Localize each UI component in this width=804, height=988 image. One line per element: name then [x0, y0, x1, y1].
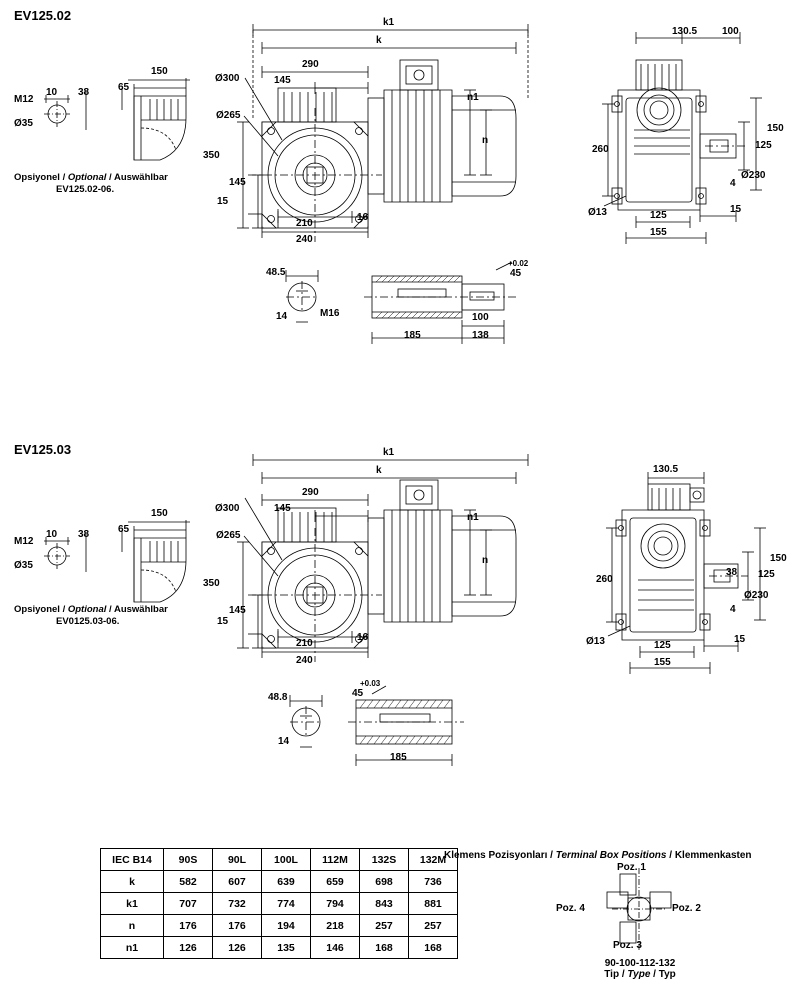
- optional-note-1: [14, 172, 168, 196]
- table-header-row: [101, 849, 458, 871]
- label-38s-2: 38: [726, 567, 738, 578]
- label-k-2: k: [376, 465, 382, 476]
- table-cell: 639: [262, 871, 311, 893]
- label-d13-1: Ø13: [588, 207, 607, 218]
- label-14-2: 14: [278, 736, 290, 747]
- label-d300-2: Ø300: [215, 503, 240, 514]
- label-38-1: 38: [78, 87, 90, 98]
- label-260-2: 260: [596, 574, 613, 585]
- table-row-label: n: [101, 915, 164, 937]
- terminal-caption-types: 90-100-112-132: [604, 958, 676, 969]
- label-350-2: 350: [203, 578, 220, 589]
- label-100sh-1: 100: [472, 312, 489, 323]
- table-cell: 843: [360, 893, 409, 915]
- label-145b-2: 145: [229, 605, 246, 616]
- table-cell: 881: [409, 893, 458, 915]
- label-240-1: 240: [296, 234, 313, 245]
- label-125b-2: 125: [654, 640, 671, 651]
- label-16-2: 16: [357, 632, 369, 643]
- label-150-2: 150: [151, 508, 168, 519]
- label-15s-1: 15: [730, 204, 742, 215]
- label-16-1: 16: [357, 212, 369, 223]
- label-130-5-1: 130.5: [672, 26, 698, 37]
- label-d265-1: Ø265: [216, 110, 241, 121]
- label-125-2: 125: [758, 569, 775, 580]
- label-130-5-2: 130.5: [653, 464, 679, 475]
- table-cell: 135: [262, 937, 311, 959]
- label-145-1: 145: [274, 75, 291, 86]
- label-150s-1: 150: [767, 123, 784, 134]
- table-cell: 698: [360, 871, 409, 893]
- terminal-caption-tr: Tip /: [604, 969, 625, 980]
- table-header-cell: 100L: [262, 849, 311, 871]
- label-150-1: 150: [151, 66, 168, 77]
- label-tol-1: +0.02: [508, 259, 529, 268]
- label-48-5: 48.5: [266, 267, 286, 278]
- optional-note-1-tr: Opsiyonel /: [14, 172, 66, 183]
- terminal-pos-4: Poz. 4: [556, 903, 585, 914]
- label-d35-2: Ø35: [14, 560, 33, 571]
- table-row-label: k1: [101, 893, 164, 915]
- table-row-label: k: [101, 871, 164, 893]
- optional-note-2-en: Optional: [67, 604, 107, 615]
- table-cell: 774: [262, 893, 311, 915]
- terminal-box-title-en: Terminal Box Positions: [555, 850, 667, 861]
- label-155-2: 155: [654, 657, 671, 668]
- terminal-pos-1: Poz. 1: [617, 862, 646, 873]
- label-38-2: 38: [78, 529, 90, 540]
- terminal-box-title-tr: Klemens Pozisyonları /: [444, 850, 553, 861]
- label-65-1: 65: [118, 82, 130, 93]
- table-header-cell: 90S: [164, 849, 213, 871]
- label-n1-1: n1: [467, 92, 479, 103]
- label-125-1: 125: [755, 140, 772, 151]
- label-150s-2: 150: [770, 553, 787, 564]
- label-290-1: 290: [302, 59, 319, 70]
- label-n-1: n: [482, 135, 489, 146]
- specification-table: [100, 848, 458, 959]
- label-d13-2: Ø13: [586, 636, 605, 647]
- table-header-cell: 132M: [409, 849, 458, 871]
- label-10-2: 10: [46, 529, 58, 540]
- section-title-1: EV125.02: [14, 8, 72, 23]
- terminal-pos-2: Poz. 2: [672, 903, 701, 914]
- label-d230-1: Ø230: [741, 170, 766, 181]
- optional-note-1-de: / Auswählbar: [109, 172, 168, 183]
- table-cell: 168: [360, 937, 409, 959]
- table-row: [101, 937, 458, 959]
- label-155-1: 155: [650, 227, 667, 238]
- table-row: [101, 871, 458, 893]
- table-cell: 126: [213, 937, 262, 959]
- label-15s-2: 15: [734, 634, 746, 645]
- label-15-1: 15: [217, 196, 229, 207]
- label-210-2: 210: [296, 638, 313, 649]
- table-cell: 126: [164, 937, 213, 959]
- table-cell: 168: [409, 937, 458, 959]
- label-185-2: 185: [390, 752, 407, 763]
- label-m12-2: M12: [14, 536, 34, 547]
- label-350-1: 350: [203, 150, 220, 161]
- terminal-box-title-de: / Klemmenkasten: [669, 850, 752, 861]
- label-145-2: 145: [274, 503, 291, 514]
- table-cell: 707: [164, 893, 213, 915]
- label-k1-1: k1: [383, 17, 395, 28]
- table-header-cell: 132S: [360, 849, 409, 871]
- terminal-pos-3: Poz. 3: [613, 940, 642, 951]
- optional-note-1-en: Optional: [67, 172, 107, 183]
- terminal-box-caption: [560, 958, 720, 980]
- label-138-1: 138: [472, 330, 489, 341]
- label-k-1: k: [376, 35, 382, 46]
- table-cell: 257: [409, 915, 458, 937]
- table-cell: 582: [164, 871, 213, 893]
- table-cell: 732: [213, 893, 262, 915]
- table-cell: 257: [360, 915, 409, 937]
- table-header-cell: 90L: [213, 849, 262, 871]
- label-45-1: 45: [510, 268, 522, 279]
- label-240-2: 240: [296, 655, 313, 666]
- label-290-2: 290: [302, 487, 319, 498]
- label-n1-2: n1: [467, 512, 479, 523]
- label-185-1: 185: [404, 330, 421, 341]
- table-cell: 146: [311, 937, 360, 959]
- label-n-2: n: [482, 555, 489, 566]
- terminal-box-title: [444, 850, 752, 861]
- label-d35-1: Ø35: [14, 118, 33, 129]
- label-48-8: 48.8: [268, 692, 288, 703]
- label-4-2: 4: [730, 604, 736, 615]
- optional-note-2-tr: Opsiyonel /: [14, 604, 66, 615]
- table-cell: 659: [311, 871, 360, 893]
- label-15-2: 15: [217, 616, 229, 627]
- table-row-label: n1: [101, 937, 164, 959]
- optional-note-2: [14, 604, 168, 628]
- table-cell: 794: [311, 893, 360, 915]
- label-65-2: 65: [118, 524, 130, 535]
- label-125b-1: 125: [650, 210, 667, 221]
- table-cell: 218: [311, 915, 360, 937]
- label-14-1: 14: [276, 311, 288, 322]
- label-45-2: 45: [352, 688, 364, 699]
- table-row: [101, 893, 458, 915]
- table-cell: 176: [164, 915, 213, 937]
- label-100-1: 100: [722, 26, 739, 37]
- label-210-1: 210: [296, 218, 313, 229]
- label-m12-1: M12: [14, 94, 34, 105]
- optional-note-2-code: EV0125.03-06.: [56, 616, 120, 627]
- table-header-cell: 112M: [311, 849, 360, 871]
- table-cell: 194: [262, 915, 311, 937]
- table-cell: 176: [213, 915, 262, 937]
- optional-note-1-code: EV125.02-06.: [56, 184, 115, 195]
- label-m16-1: M16: [320, 308, 340, 319]
- table-cell: 607: [213, 871, 262, 893]
- label-d265-2: Ø265: [216, 530, 241, 541]
- label-tol-2: +0.03: [360, 679, 381, 688]
- table-row: [101, 915, 458, 937]
- table-cell: 736: [409, 871, 458, 893]
- label-4-1: 4: [730, 178, 736, 189]
- label-d300-1: Ø300: [215, 73, 240, 84]
- terminal-caption-de: / Typ: [653, 969, 676, 980]
- label-k1-2: k1: [383, 447, 395, 458]
- label-260-1: 260: [592, 144, 609, 155]
- optional-note-2-de: / Auswählbar: [109, 604, 168, 615]
- terminal-caption-en: Type: [627, 969, 651, 980]
- label-10-1: 10: [46, 87, 58, 98]
- section-title-2: EV125.03: [14, 442, 72, 457]
- table-header-cell: IEC B14: [101, 849, 164, 871]
- label-d230-2: Ø230: [744, 590, 769, 601]
- label-145b-1: 145: [229, 177, 246, 188]
